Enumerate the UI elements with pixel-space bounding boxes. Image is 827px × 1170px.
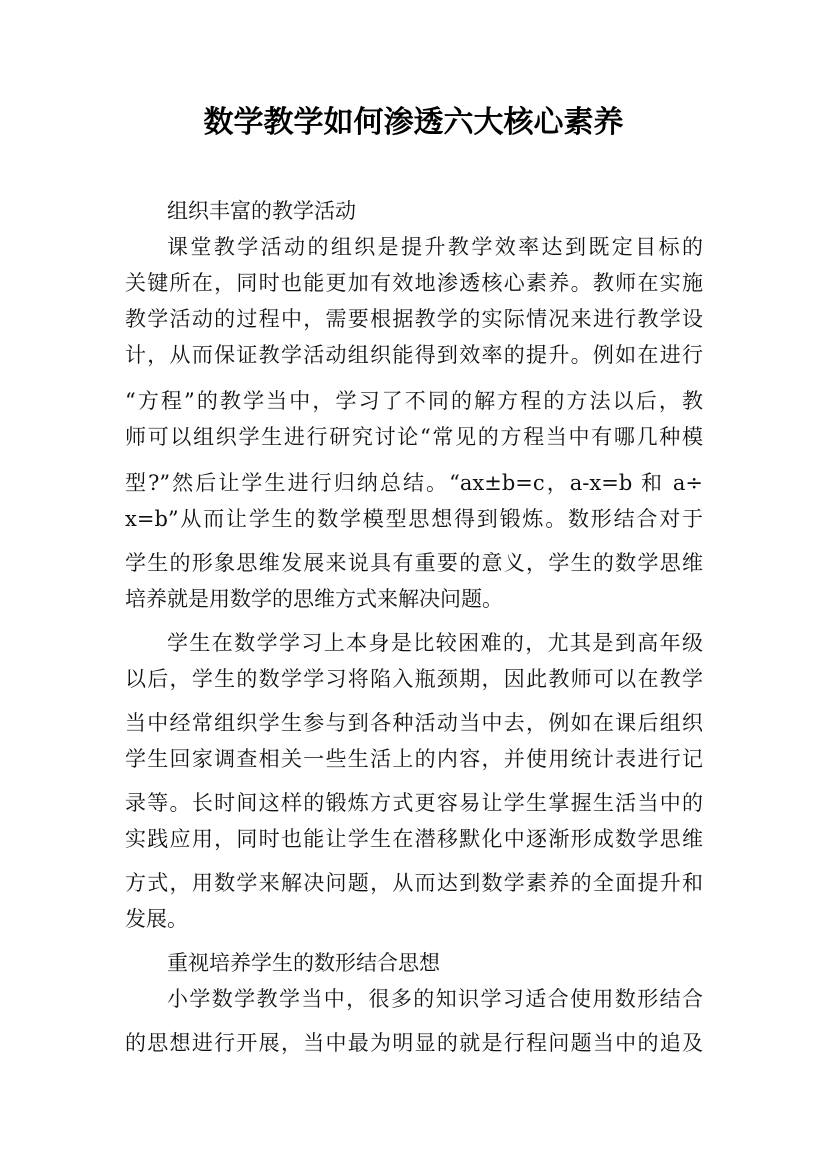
paragraph-line: 当中经常组织学生参与到各种活动当中去，例如在课后组织 [125, 711, 703, 735]
paragraph-line: 计，从而保证教学活动组织能得到效率的提升。例如在进行 [125, 343, 703, 367]
paragraph-line: 教学活动的过程中，需要根据教学的实际情况来进行教学设 [125, 307, 703, 331]
paragraph-line: “方程”的教学当中，学习了不同的解方程的方法以后，教 [125, 389, 703, 413]
paragraph-line: 方式，用数学来解决问题，从而达到数学素养的全面提升和 [125, 871, 703, 895]
paragraph-line: 发展。 [125, 907, 188, 931]
paragraph-line: 的思想进行开展，当中最为明显的就是行程问题当中的追及 [125, 1031, 703, 1055]
paragraph-line: x=b”从而让学生的数学模型思想得到锻炼。数形结合对于 [125, 507, 703, 531]
paragraph-line: 型?”然后让学生进行归纳总结。“ax±b=c，a-x=b 和 a÷ [125, 471, 703, 495]
paragraph-line: 学生回家调查相关一些生活上的内容，并使用统计表进行记 [125, 747, 703, 771]
document-title: 数学教学如何渗透六大核心素养 [203, 105, 624, 140]
section-heading: 重视培养学生的数形结合思想 [167, 951, 440, 975]
paragraph-line: 实践应用，同时也能让学生在潜移默化中逐渐形成数学思维 [125, 827, 703, 851]
paragraph-line: 学生在数学学习上本身是比较困难的，尤其是到高年级 [167, 631, 703, 655]
paragraph-line: 课堂教学活动的组织是提升教学效率达到既定目标的 [167, 235, 703, 259]
paragraph-line: 关键所在，同时也能更加有效地渗透核心素养。教师在实施 [125, 271, 703, 295]
paragraph-line: 学生的形象思维发展来说具有重要的意义，学生的数学思维 [125, 551, 703, 575]
paragraph-line: 录等。长时间这样的锻炼方式更容易让学生掌握生活当中的 [125, 791, 703, 815]
paragraph-line: 师可以组织学生进行研究讨论“常见的方程当中有哪几种模 [125, 425, 703, 449]
paragraph-line: 小学数学教学当中，很多的知识学习适合使用数形结合 [167, 987, 703, 1011]
paragraph-line: 培养就是用数学的思维方式来解决问题。 [125, 587, 503, 611]
section-heading: 组织丰富的教学活动 [167, 199, 356, 223]
paragraph-line: 以后，学生的数学学习将陷入瓶颈期，因此教师可以在教学 [125, 667, 703, 691]
